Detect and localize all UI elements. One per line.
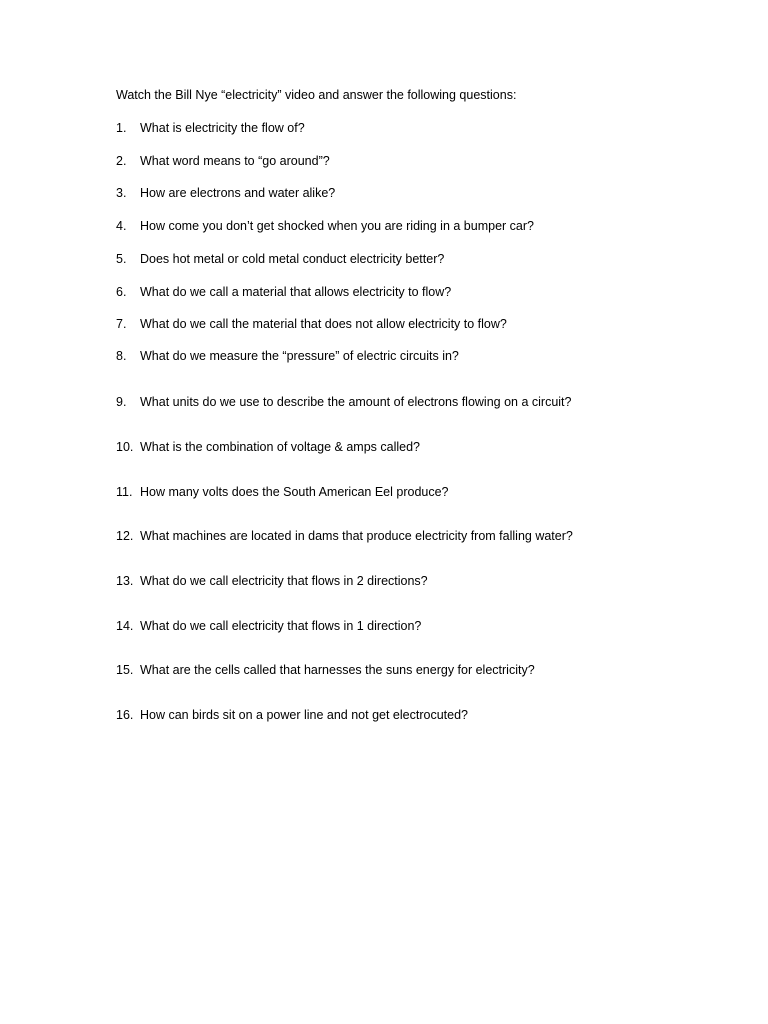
question-text: What machines are located in dams that produce electricity from falling water? [140,529,573,543]
question-text: What is electricity the flow of? [140,121,305,135]
question-text: How are electrons and water alike? [140,186,336,200]
question-number: 12. [116,529,134,543]
question-text: How can birds sit on a power line and not get electrocuted? [140,708,468,722]
question-text: What is the combination of voltage & amps called? [140,440,421,454]
question-text: Does hot metal or cold metal conduct electricity better? [140,252,445,266]
question-number: 7. [116,317,127,331]
question-text: What units do we use to describe the amount of electrons flowing on a circuit? [140,395,572,409]
question-text: How come you don’t get shocked when you are riding in a bumper car? [140,219,534,233]
question-number: 8. [116,349,127,363]
question-text: How many volts does the South American Eel produce? [140,485,449,499]
question-number: 14. [116,619,134,633]
question-text: What do we call a material that allows electricity to flow? [140,285,452,299]
question-number: 13. [116,574,134,588]
question-text: What do we call the material that does not allow electricity to flow? [140,317,507,331]
question-number: 4. [116,219,127,233]
question-text: What do we call electricity that flows in 2 directions? [140,574,428,588]
question-number: 9. [116,395,127,409]
question-number: 1. [116,121,127,135]
question-number: 6. [116,285,127,299]
question-number: 2. [116,154,127,168]
question-number: 11. [116,485,133,499]
question-number: 16. [116,708,134,722]
question-text: What are the cells called that harnesses the suns energy for electricity? [140,663,535,677]
question-number: 5. [116,252,127,266]
question-text: What word means to “go around”? [140,154,330,168]
question-number: 15. [116,663,134,677]
intro-text: Watch the Bill Nye “electricity” video and answer the following questions: [116,88,517,102]
question-number: 10. [116,440,134,454]
question-text: What do we call electricity that flows in 1 direction? [140,619,422,633]
question-text: What do we measure the “pressure” of electric circuits in? [140,349,459,363]
question-number: 3. [116,186,127,200]
